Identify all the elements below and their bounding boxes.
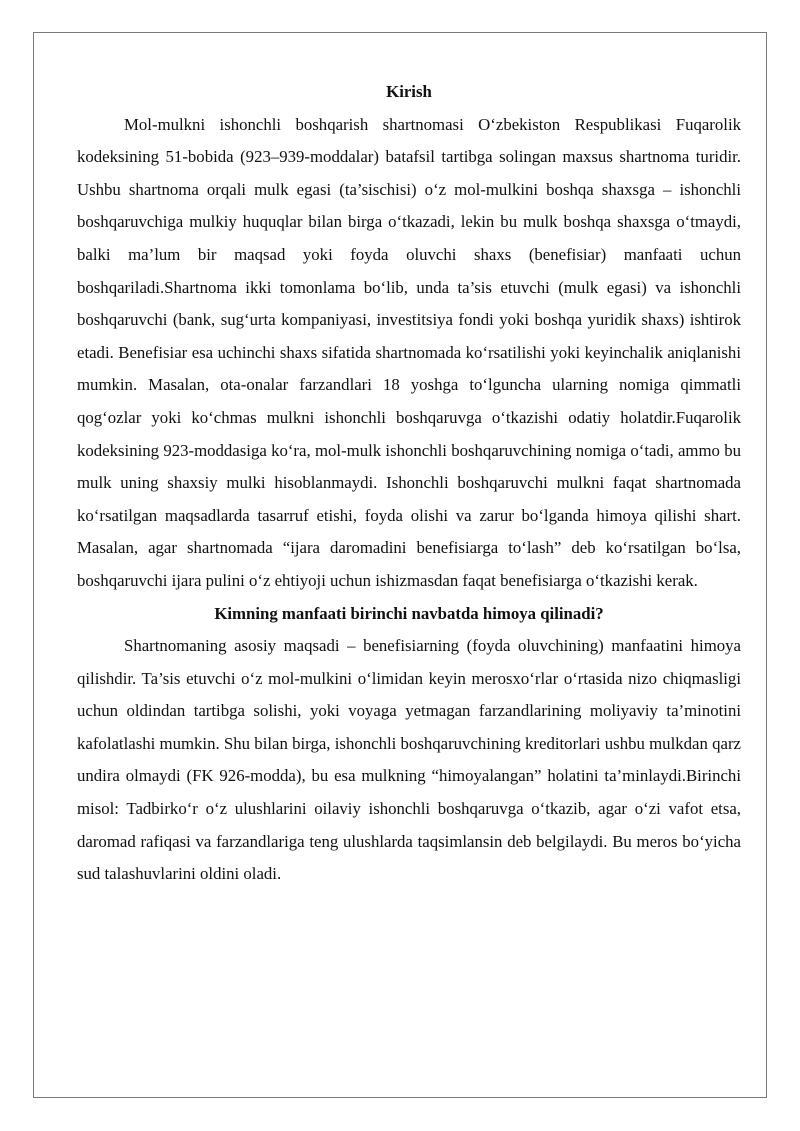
heading-whose-interest: Kimning manfaati birinchi navbatda himoya qilinadi? <box>214 603 604 623</box>
paragraph-whose-interest: Shartnomaning asosiy maqsadi – benefisiarning (foyda oluvchining) manfaatini himoya qilishdir. Ta’sis etuvchi o‘z mol-mulkini o‘limidan keyin merosxo‘rlar o‘rtasida nizo chiqmasligi uchun oldindan tartibga solishi, yoki voyaga yetmagan farzandlarining moliyaviy ta’minotini kafolatlashi mumkin. Shu bilan birga, ishonchli boshqaruvchining kreditorlari ushbu mulkdan qarz undira olmaydi (FK 926-modda), bu esa mulkning “himoyalangan” holatini ta’minlaydi.Birinchi misol: Tadbirko‘r o‘z ulushlarini oilaviy ishonchli boshqaruvga o‘tkazib, agar o‘zi vafot etsa, daromad rafiqasi va farzandlariga teng ulushlarda taqsimlansin deb belgilaydi. Bu meros bo‘yicha sud talashuvlarini oldini oladi. <box>77 636 741 884</box>
heading-introduction: Kirish <box>386 82 432 101</box>
document-body <box>77 76 741 891</box>
paragraph-introduction: Mol-mulkni ishonchli boshqarish shartnomasi O‘zbekiston Respublikasi Fuqarolik kodeksining 51-bobida (923–939-moddalar) batafsil tartibga solingan maxsus shartnoma turidir. Ushbu shartnoma orqali mulk egasi (ta’sischisi) o‘z mol-mulkini boshqa shaxsga – ishonchli boshqaruvchiga mulkiy huquqlar bilan birga o‘tkazadi, lekin bu mulk boshqa shaxsga o‘tmaydi, balki ma’lum bir maqsad yoki foyda oluvchi shaxs (benefisiar) manfaati uchun boshqariladi.Shartnoma ikki tomonlama bo‘lib, unda ta’sis etuvchi (mulk egasi) va ishonchli boshqaruvchi (bank, sug‘urta kompaniyasi, investitsiya fondi yoki boshqa yuridik shaxs) ishtirok etadi. Benefisiar esa uchinchi shaxs sifatida shartnomada ko‘rsatilishi yoki keyinchalik aniqlanishi mumkin. Masalan, ota-onalar farzandlari 18 yoshga to‘lguncha ularning nomiga qimmatli qog‘ozlar yoki ko‘chmas mulkni ishonchli boshqaruvga o‘tkazishi odatiy holatdir.Fuqarolik kodeksining 923-moddasiga ko‘ra, mol-mulk ishonchli boshqaruvchining nomiga o‘tadi, ammo bu mulk uning shaxsiy mulki hisoblanmaydi. Ishonchli boshqaruvchi mulkni faqat shartnomada ko‘rsatilgan maqsadlarda tasarruf etishi, foyda olishi va zarur bo‘lganda himoya qilishi shart. Masalan, agar shartnomada “ijara daromadini benefisiarga to‘lash” deb ko‘rsatilgan bo‘lsa, boshqaruvchi ijara pulini o‘z ehtiyoji uchun ishizmasdan faqat benefisiarga o‘tkazishi kerak. <box>77 114 741 590</box>
